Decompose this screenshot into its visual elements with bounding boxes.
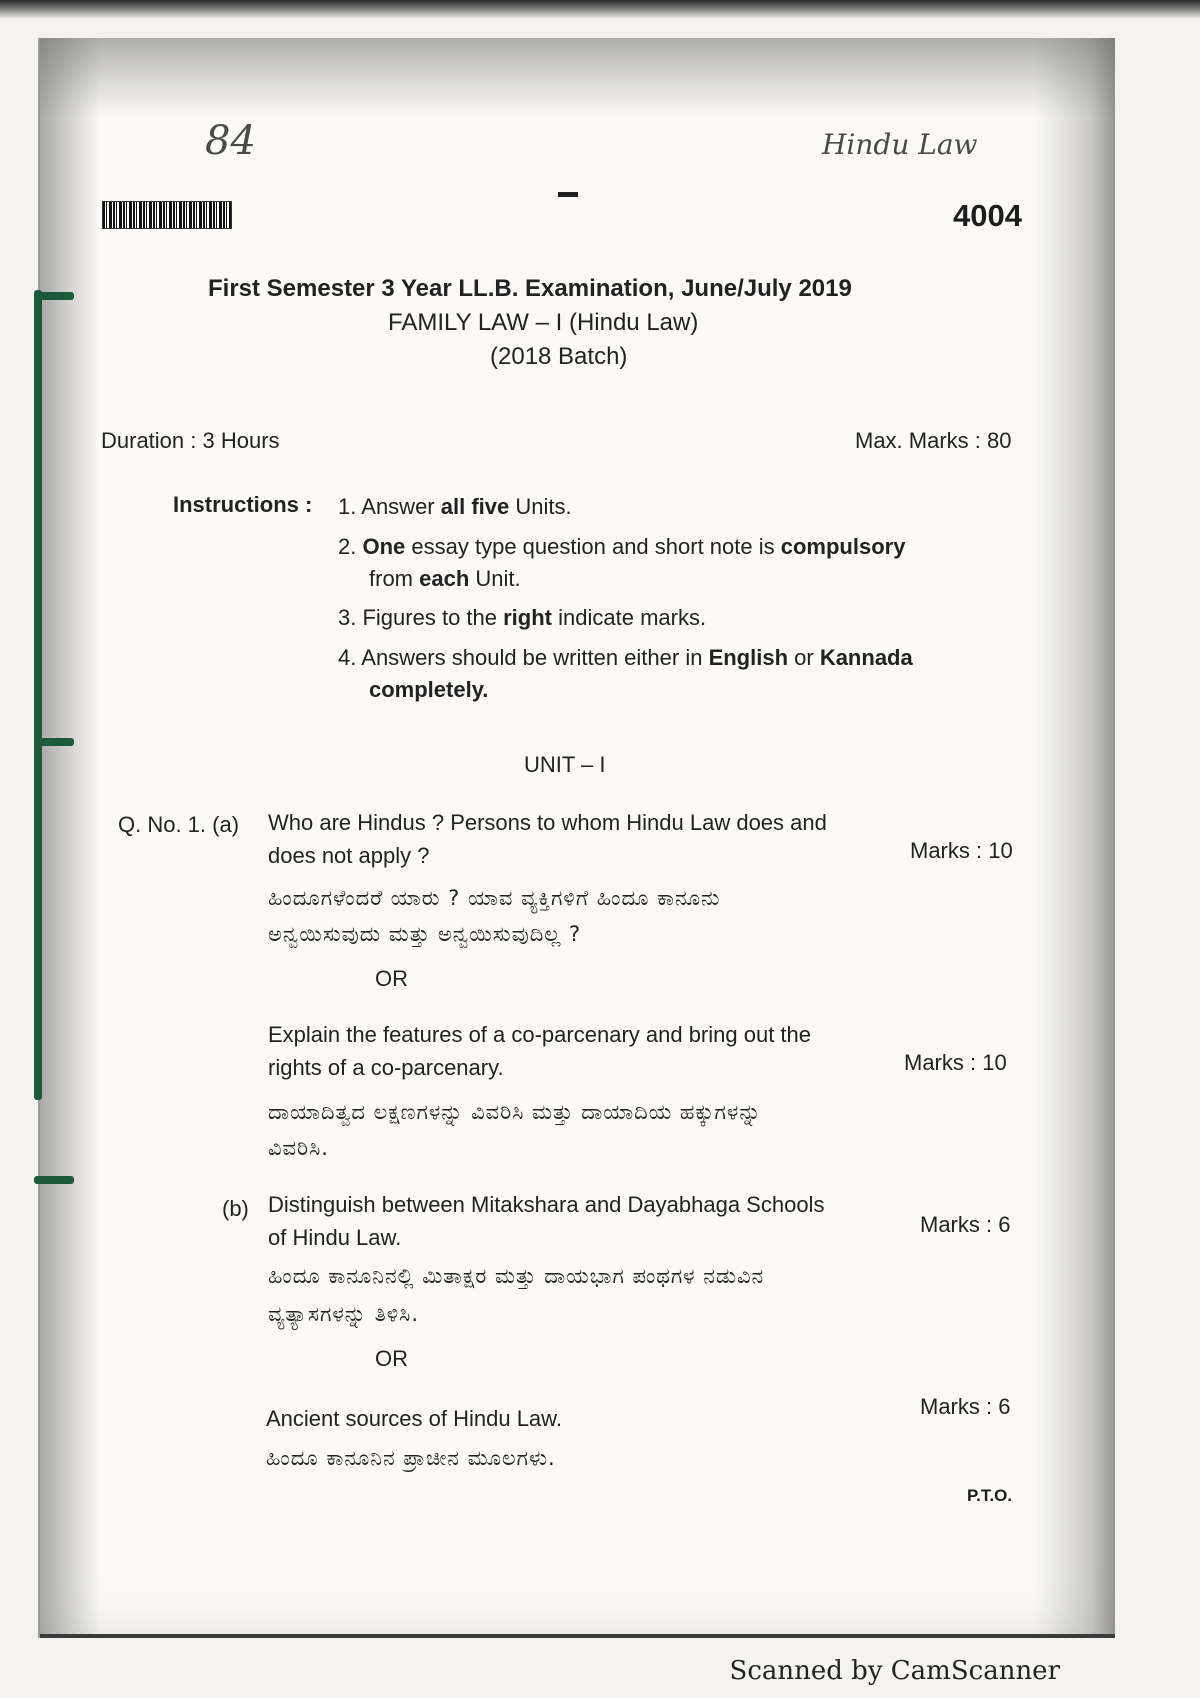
or-separator: OR [375, 1346, 408, 1371]
question-text: Who are Hindus ? Persons to whom Hindu Law does and [268, 810, 827, 835]
handwritten-number: 84 [205, 118, 256, 164]
instruction-emphasis: right [503, 605, 553, 630]
instruction-text: Answers should be written either in [361, 645, 709, 670]
instruction-2-cont [369, 566, 521, 592]
instruction-number: 3. [338, 605, 357, 630]
instruction-emphasis: compulsory [780, 534, 906, 559]
question-kannada: ದಾಯಾದಿತ್ವದ ಲಕ್ಷಣಗಳನ್ನು ವಿವರಿಸಿ ಮತ್ತು ದಾಯಾದಿಯ ಹಕ್ಕುಗಳನ್ನು [268, 1100, 762, 1124]
instruction-2 [338, 534, 905, 560]
scanner-footer: Scanned by CamScanner [729, 1656, 1060, 1686]
instruction-number: 2. [338, 534, 357, 559]
instruction-emphasis: each [419, 566, 470, 591]
question-marks: Marks : 10 [910, 838, 1013, 863]
instruction-4-cont: completely. [369, 677, 489, 702]
exam-title: First Semester 3 Year LL.B. Examination, June/July 2019 [208, 275, 852, 302]
question-marks: Marks : 6 [920, 1394, 1011, 1419]
instruction-emphasis: English [708, 645, 789, 670]
question-text: rights of a co-parcenary. [268, 1055, 504, 1080]
question-text: Ancient sources of Hindu Law. [266, 1406, 562, 1431]
binding-thread [34, 1176, 74, 1184]
question-label: Q. No. 1. (a) [118, 812, 240, 837]
instruction-text: essay type question and short note is [405, 534, 781, 559]
binding-thread [34, 738, 74, 746]
exam-batch: (2018 Batch) [490, 343, 628, 370]
question-kannada: ವಿವರಿಸಿ. [268, 1136, 329, 1160]
mark [558, 192, 578, 197]
instruction-text: Answer [361, 494, 441, 519]
paper-code: 4004 [953, 198, 1022, 233]
unit-heading: UNIT – I [524, 752, 606, 777]
page-edge [40, 1634, 1115, 1638]
barcode [102, 201, 232, 229]
scan-edge [0, 0, 1200, 18]
handwritten-subject: Hindu Law [822, 128, 978, 161]
instruction-3 [338, 605, 706, 631]
instruction-1 [338, 494, 572, 520]
max-marks: Max. Marks : 80 [855, 428, 1012, 453]
question-text: Distinguish between Mitakshara and Dayabhaga Schools [268, 1192, 825, 1217]
question-text: of Hindu Law. [268, 1225, 402, 1250]
page-shadow [1035, 38, 1115, 1638]
instruction-emphasis: Kannada [819, 645, 913, 670]
pto: P.T.O. [967, 1486, 1013, 1505]
or-separator: OR [375, 966, 408, 991]
instruction-text: Figures to the [362, 605, 504, 630]
instruction-text: or [788, 645, 820, 670]
instruction-4 [338, 645, 913, 671]
binding-thread [34, 292, 74, 300]
instruction-number: 4. [338, 645, 357, 670]
question-marks: Marks : 6 [920, 1212, 1011, 1237]
instruction-number: 1. [338, 494, 357, 519]
instruction-text: from [369, 566, 420, 591]
question-text: Explain the features of a co-parcenary and bring out the [268, 1022, 812, 1047]
instruction-text: indicate marks. [552, 605, 707, 630]
question-kannada: ಹಿಂದೂ ಕಾನೂನಿನ ಪ್ರಾಚೀನ ಮೂಲಗಳು. [266, 1446, 556, 1470]
instruction-text: Unit. [469, 566, 521, 591]
question-kannada: ಅನ್ವಯಿಸುವುದು ಮತ್ತು ಅನ್ವಯಿಸುವುದಿಲ್ಲ ? [268, 922, 582, 946]
page-shadow [40, 38, 100, 1638]
question-kannada: ವ್ಯತ್ಯಾಸಗಳನ್ನು ತಿಳಿಸಿ. [268, 1302, 420, 1326]
question-kannada: ಹಿಂದೂ ಕಾನೂನಿನಲ್ಲಿ ಮಿತಾಕ್ಷರ ಮತ್ತು ದಾಯಭಾಗ ಪಂಥಗಳ ನಡುವಿನ [268, 1264, 765, 1288]
binding-thread [34, 290, 42, 1100]
exam-subject: FAMILY LAW – I (Hindu Law) [388, 309, 699, 336]
question-kannada: ಹಿಂದೂಗಳೆಂದರೆ ಯಾರು ? ಯಾವ ವ್ಯಕ್ತಿಗಳಿಗೆ ಹಿಂದೂ ಕಾನೂನು [268, 886, 721, 910]
question-text: does not apply ? [268, 843, 430, 868]
duration: Duration : 3 Hours [101, 428, 280, 453]
instruction-text: Units. [509, 494, 572, 519]
question-label: (b) [222, 1196, 249, 1221]
instruction-emphasis: all five [440, 494, 510, 519]
instruction-emphasis: One [362, 534, 406, 559]
page-shadow [40, 38, 1115, 118]
question-marks: Marks : 10 [904, 1050, 1007, 1075]
instructions-label: Instructions : [173, 492, 313, 517]
